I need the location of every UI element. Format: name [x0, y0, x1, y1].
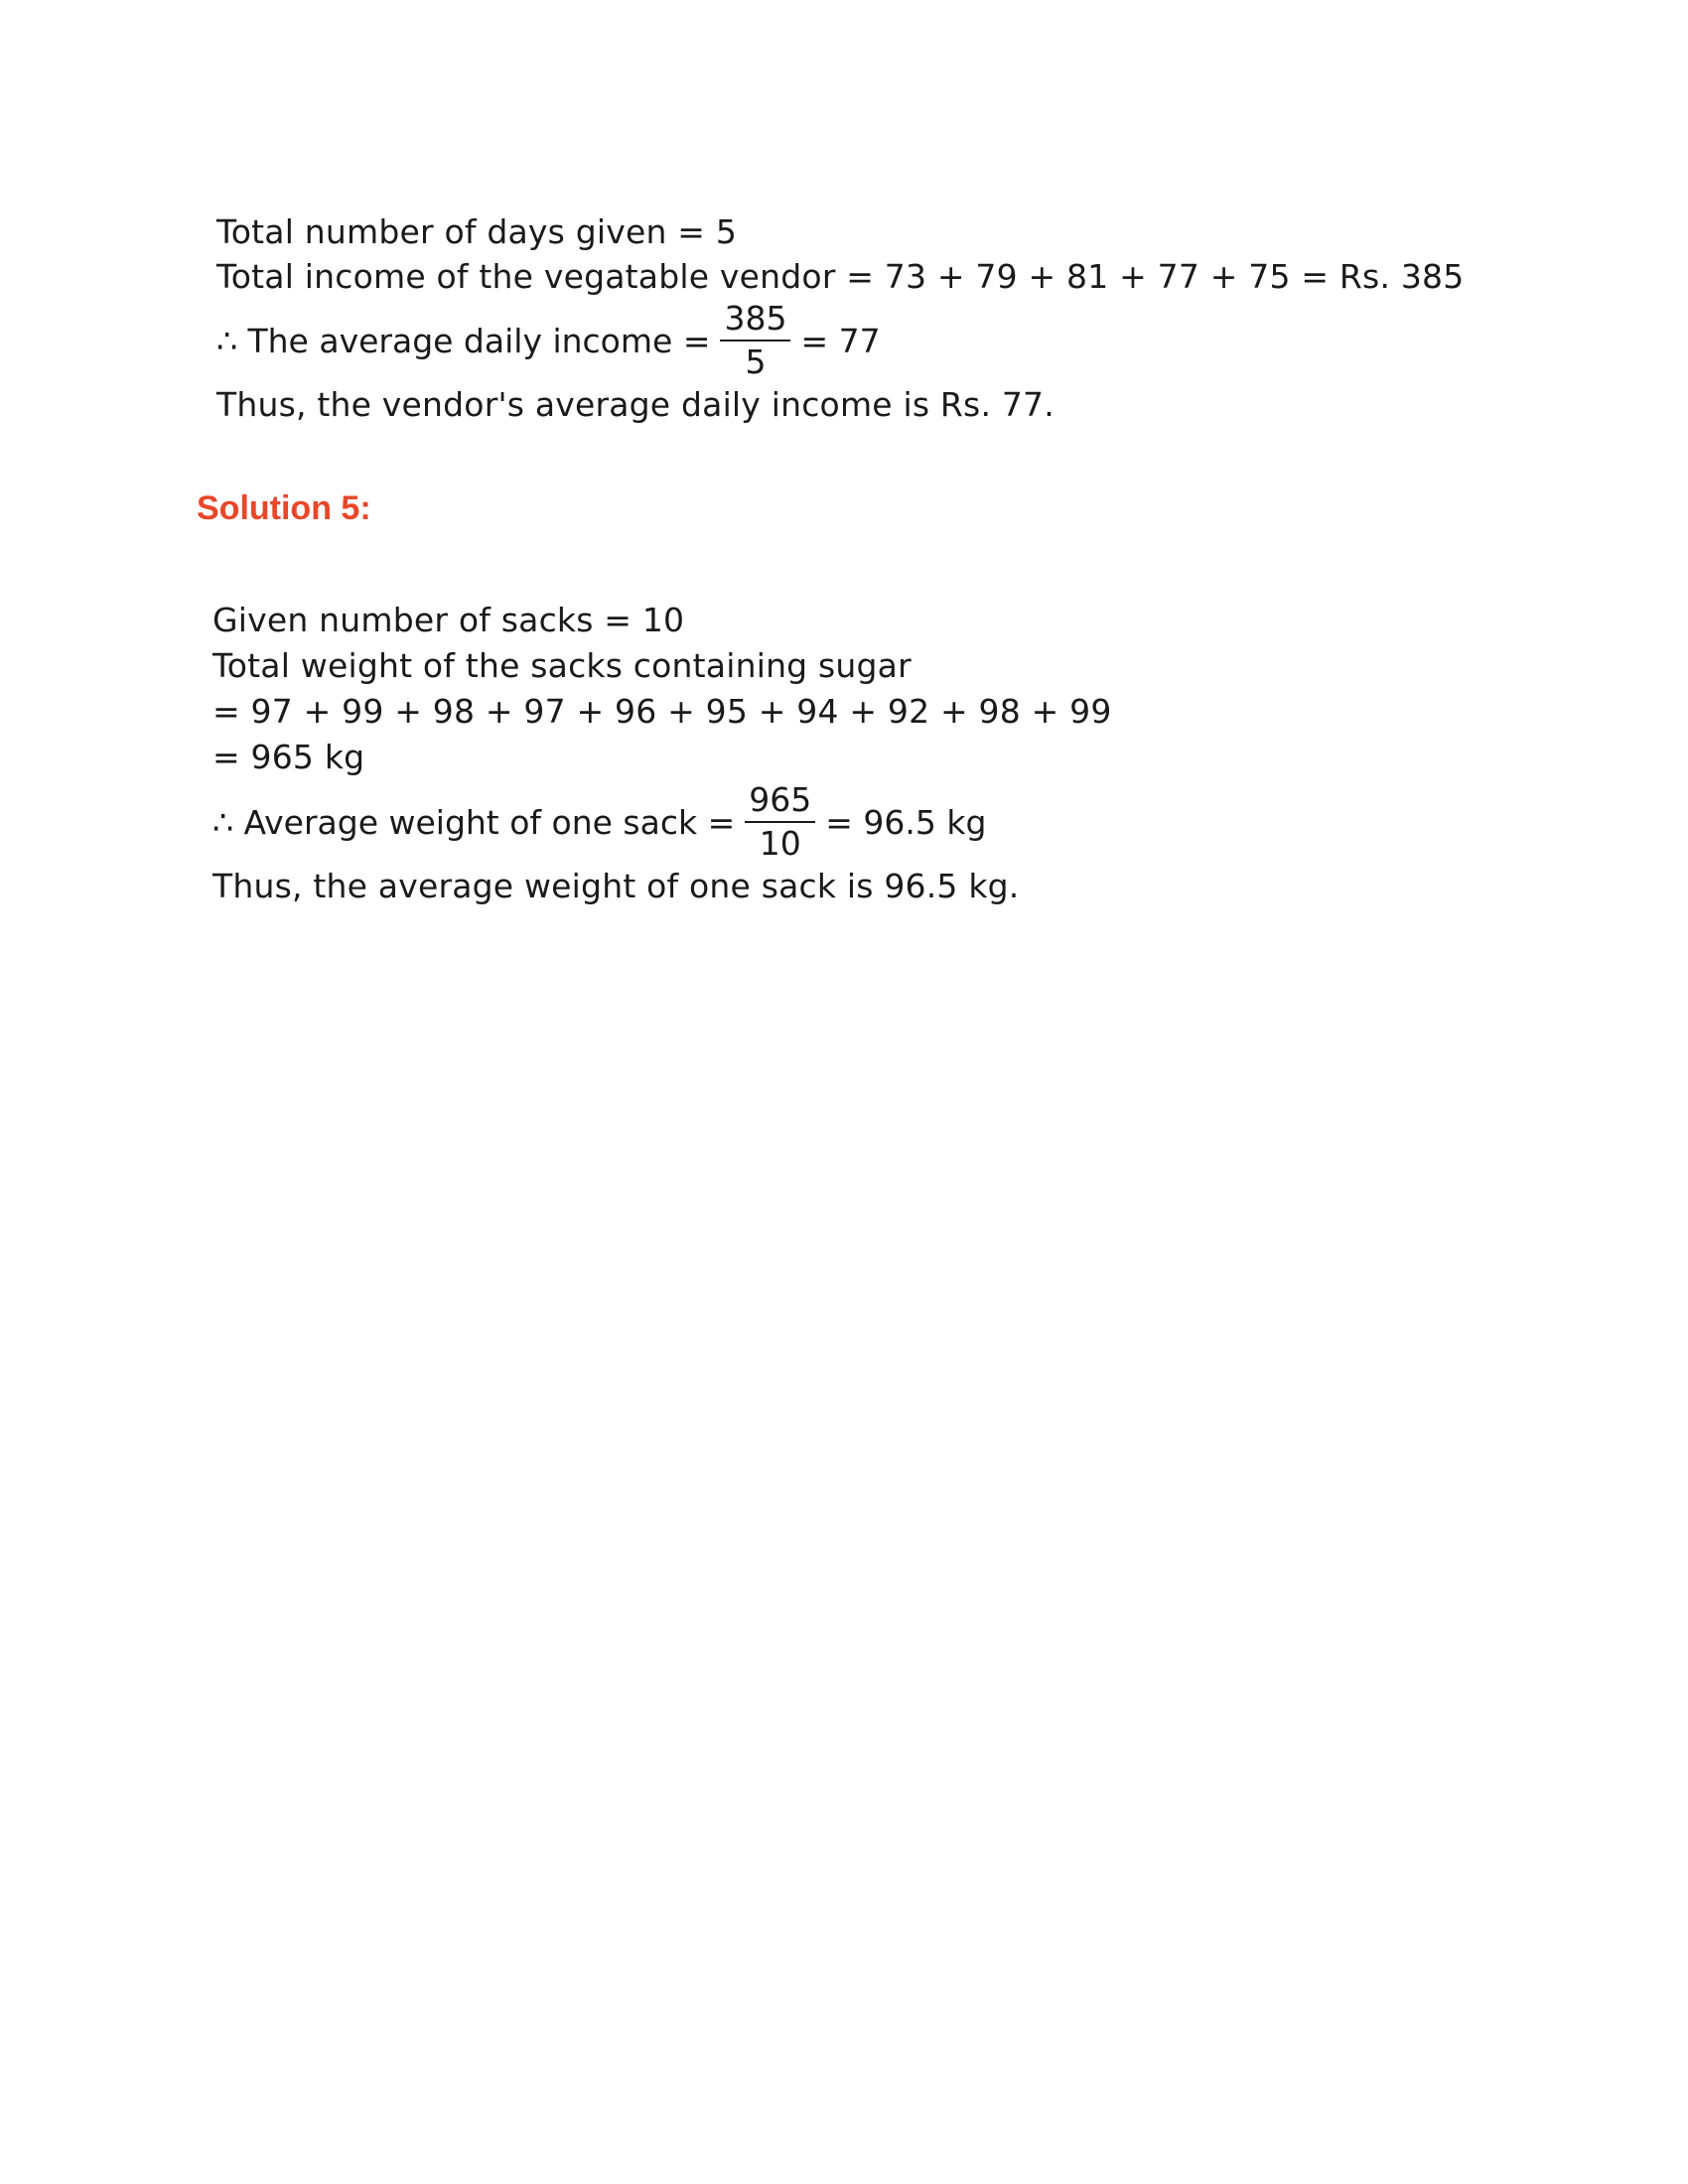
average-weight-equation [212, 781, 986, 863]
average-income-equation [216, 300, 881, 381]
total-weight-line: Total weight of the sacks containing sugar [212, 646, 912, 685]
fraction-denominator: 5 [745, 342, 767, 381]
average-income-result: = 77 [800, 321, 881, 360]
average-weight-label: ∴ Average weight of one sack = [212, 802, 736, 842]
weight-sum-line: = 97 + 99 + 98 + 97 + 96 + 95 + 94 + 92 + 98 + 99 [212, 692, 1112, 731]
average-weight-fraction [745, 781, 815, 863]
solution-5-heading: Solution 5: [197, 489, 371, 527]
sacks-given-line: Given number of sacks = 10 [212, 601, 685, 639]
average-income-label: ∴ The average daily income = [216, 321, 711, 360]
income-conclusion: Thus, the vendor's average daily income is Rs. 77. [216, 385, 1055, 424]
average-income-fraction [720, 300, 790, 381]
fraction-numerator: 965 [745, 781, 815, 823]
fraction-denominator: 10 [759, 824, 801, 863]
weight-total-line: = 965 kg [212, 738, 365, 776]
days-given-line: Total number of days given = 5 [216, 212, 738, 251]
fraction-numerator: 385 [720, 300, 790, 341]
total-income-line: Total income of the vegatable vendor = 73 + 79 + 81 + 77 + 75 = Rs. 385 [216, 257, 1465, 296]
average-weight-result: = 96.5 kg [825, 802, 987, 842]
weight-conclusion: Thus, the average weight of one sack is 96.5 kg. [212, 867, 1020, 905]
